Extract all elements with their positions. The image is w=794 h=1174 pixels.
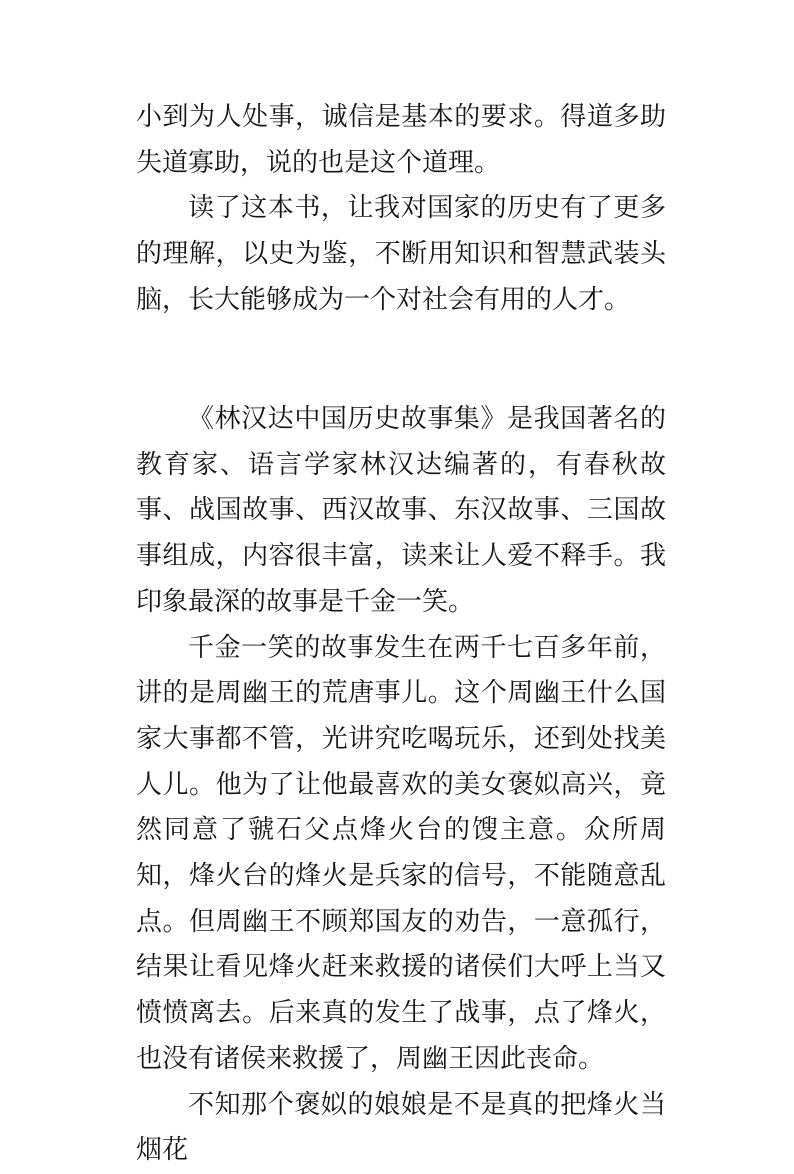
paragraph-book-intro: 《林汉达中国历史故事集》是我国著名的教育家、语言学家林汉达编著的，有春秋故事、战国故事、西汉故事、东汉故事、三国故事组成，内容很丰富，读来让人爱不释手。我印象最深的故事是千金一笑。 [136,404,666,617]
paragraph-story-summary: 千金一笑的故事发生在两千七百多年前，讲的是周幽王的荒唐事儿。这个周幽王什么国家大事都不管，光讲究吃喝玩乐，还到处找美人儿。他为了让他最喜欢的美女褒姒高兴，竟然同意了虢石父点烽火台的馊主意。众所周知，烽火台的烽火是兵家的信号，不能随意乱点。但周幽王不顾郑国友的劝告，一意孤行，结果让看见烽火赶来救援的诸侯们大呼上当又愤愤离去。后来真的发生了战事，点了烽火，也没有诸侯来救援了，周幽王因此丧命。 [136,632,666,1074]
paragraph-reflection: 读了这本书，让我对国家的历史有了更多的理解，以史为鉴，不断用知识和智慧武装头脑，长大能够成为一个对社会有用的人才。 [136,193,666,315]
paragraph-continuation: 小到为人处事，诚信是基本的要求。得道多助失道寡助，说的也是这个道理。 [136,102,666,178]
section-one [136,95,666,324]
section-two [136,397,666,1174]
paragraph-truncated: 不知那个褒姒的娘娘是不是真的把烽火当烟花 [136,1089,666,1166]
